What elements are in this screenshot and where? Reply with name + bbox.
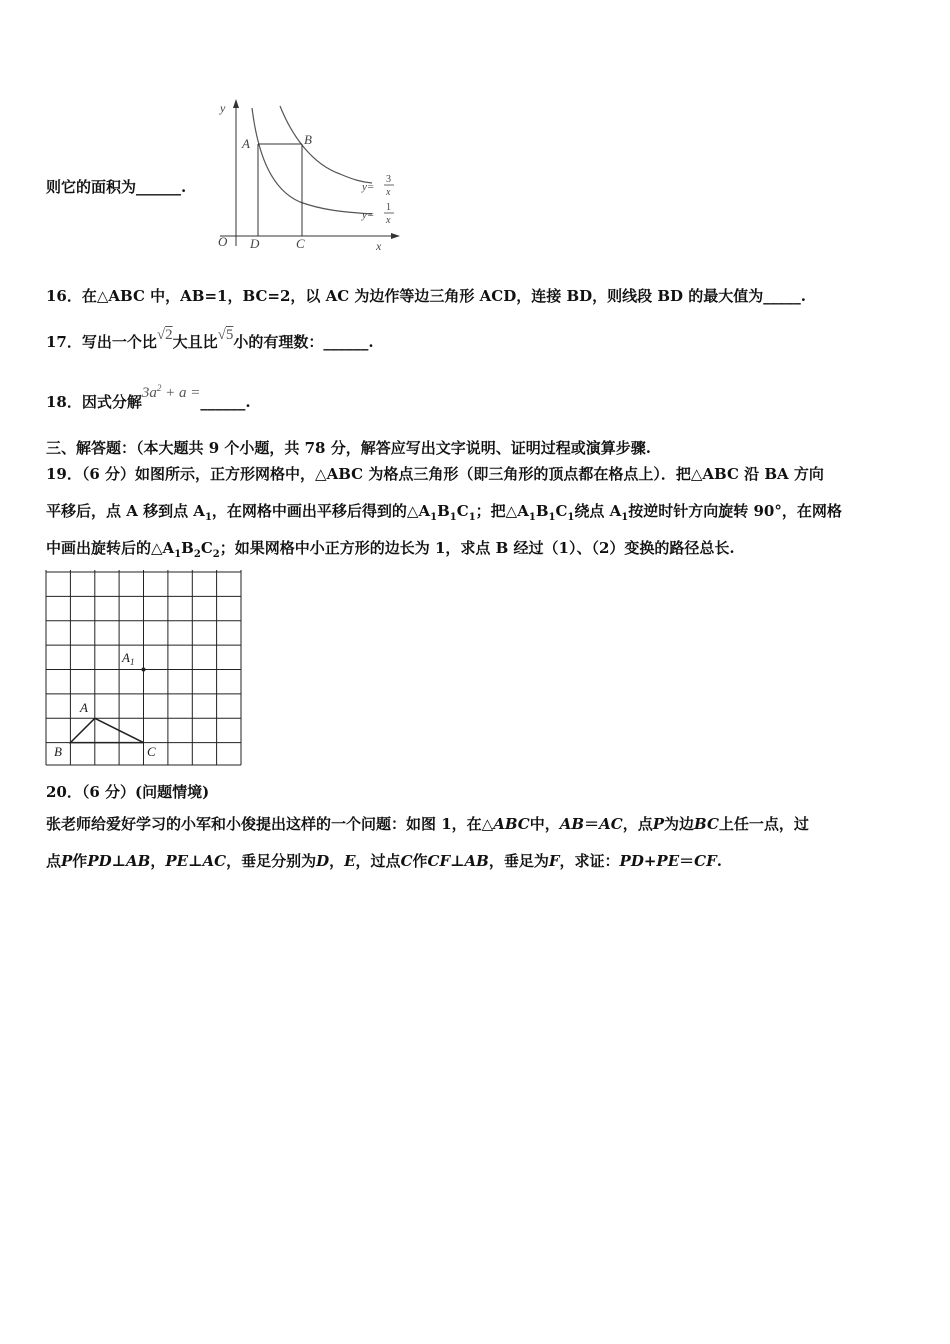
grid-label-C: C [147, 744, 156, 759]
grid-label-A1: $A_1$ [122, 650, 135, 667]
q19-line1: 19．（6 分）如图所示，正方形网格中，△ABC 为格点三角形（即三角形的顶点都在格点上）．把△ABC 沿 BA 方向 [46, 465, 824, 483]
q20-line2: 点P作PD⊥AB，PE⊥AC，垂足分别为D，E，过点C作CF⊥AB，垂足为F，求证：PD+PE＝CF. [46, 852, 722, 870]
q18: 18．因式分解$3a^2 + a$ =______. [46, 383, 251, 411]
curve1-prefix: y= [362, 181, 375, 193]
label-C: C [296, 236, 305, 251]
section-3-heading: 三、解答题：（本大题共 9 个小题，共 78 分，解答应写出文字说明、证明过程或演算步骤. [46, 439, 651, 457]
curve2-den: x [386, 215, 391, 226]
label-D: D [250, 236, 260, 251]
triangle-abc [70, 718, 143, 742]
q18-blank: ______ [200, 393, 246, 411]
q15-blank: ______ [136, 178, 182, 196]
label-B: B [304, 132, 312, 147]
q16: 16．在△ABC 中，AB=1，BC=2，以 AC 为边作等边三角形 ACD，连接 BD，则线段 BD 的最大值为_____. [46, 287, 806, 305]
sqrt-2: √2 [156, 327, 173, 343]
grid-label-B: B [54, 744, 62, 759]
curve-1-over-x [252, 108, 375, 214]
curve1-num: 3 [386, 174, 391, 185]
q19-line3: 中画出旋转后的$\triangle A_1B_2C_2$；如果网格中小正方形的边长为 1，求点 B 经过（1）、（2）变换的路径总长. [46, 539, 735, 560]
q20-title: 20．（6 分）(问题情境) [46, 783, 210, 801]
q15-text: 则它的面积为______. [46, 178, 187, 196]
q20-line1: 张老师给爱好学习的小军和小俊提出这样的一个问题：如图 1，在△ABC中，AB＝AC，点P为边BC上任一点，过 [46, 815, 809, 833]
q15-graph [212, 96, 402, 256]
label-O: O [218, 234, 228, 249]
label-x: x [376, 239, 382, 253]
q18-expression: $3a^2 + a$ = [141, 383, 201, 401]
sqrt-5: √5 [217, 327, 234, 343]
q17: 17．写出一个比√2大且比√5小的有理数：______. [46, 327, 374, 351]
label-A: A [242, 136, 250, 151]
curve1-den: x [386, 187, 391, 198]
curve2-prefix: y= [362, 209, 375, 221]
q17-blank: ______ [323, 333, 369, 351]
grid-label-A: A [80, 700, 88, 715]
q16-blank: _____ [763, 287, 801, 305]
point-a1 [142, 668, 146, 672]
q19-grid [44, 570, 246, 770]
q19-line2: 平移后，点 A 移到点 $A_1$，在网格中画出平移后得到的$\triangle A_1B_1C_1$；把$\triangle A_1B_1C_1$绕点 $A_1$按逆时针方向旋转 90°，在网格 [46, 502, 842, 523]
label-y: y [220, 101, 226, 115]
curve2-num: 1 [386, 202, 391, 213]
